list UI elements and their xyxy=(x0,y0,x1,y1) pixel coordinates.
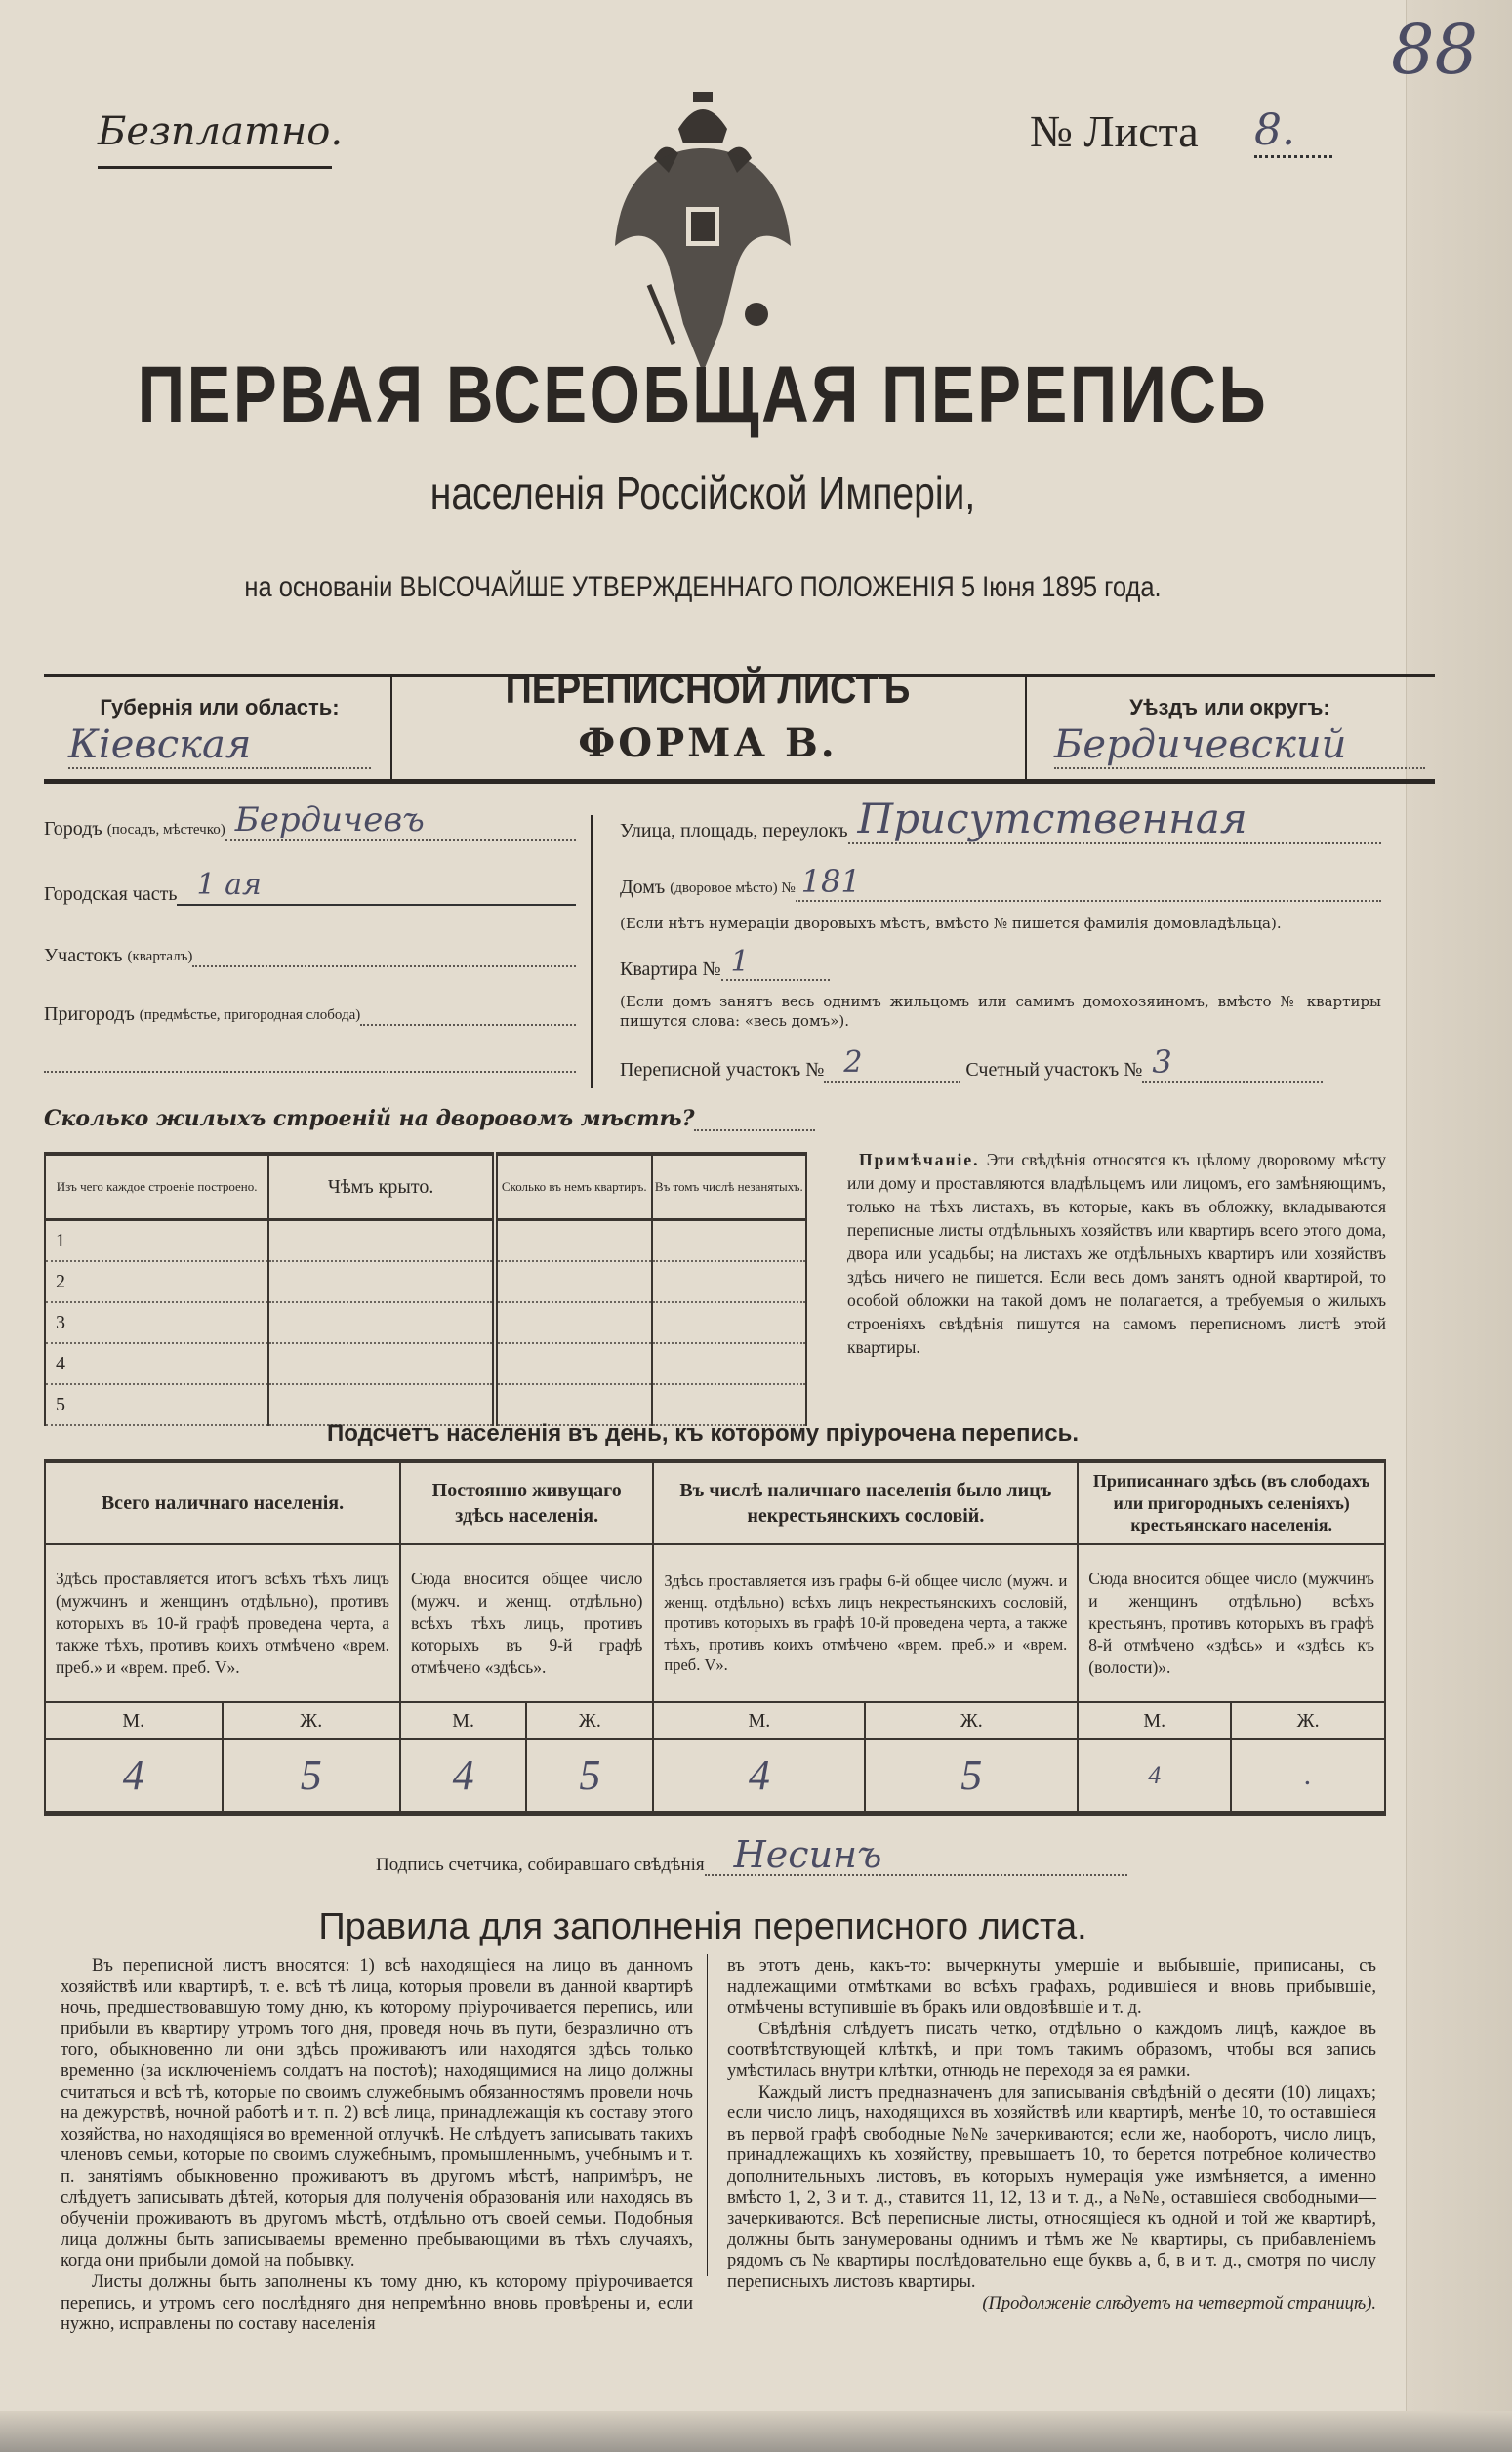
section-row xyxy=(620,1043,1323,1083)
count-section-label: Счетный участокъ № xyxy=(965,1059,1143,1081)
cell[interactable] xyxy=(268,1302,495,1343)
divider xyxy=(591,815,593,1088)
female-header: Ж. xyxy=(1231,1702,1385,1739)
house-value[interactable]: 181 xyxy=(796,863,1381,902)
col-desc-present: Здѣсь проставляется итогъ всѣхъ тѣхъ лицъ (мужчинъ и женщинъ отдѣльно), противъ которыхъ въ 10-й графѣ проведена черта, а также тѣхъ, противъ коихъ отмѣчено «врем. преб.» и «врем. преб. V». xyxy=(45,1544,400,1702)
col-desc-peasant: Сюда вносится общее число (мужчинъ и женщинъ отдѣльно) всѣхъ крестьянъ, противъ которыхъ въ графѣ 8-й отмѣчено «здѣсь» и «здѣсь къ (волости)». xyxy=(1078,1544,1385,1702)
table-row xyxy=(45,1384,806,1425)
form-name: ФОРМА В. xyxy=(578,720,838,766)
census-section-value[interactable]: 2 xyxy=(824,1045,960,1083)
city-row xyxy=(44,800,576,841)
precinct-row xyxy=(44,945,576,967)
cell[interactable] xyxy=(268,1220,495,1262)
suburb-field[interactable] xyxy=(360,1003,576,1026)
apartment-label: Квартира № xyxy=(620,959,721,980)
rules-continued: (Продолженіе слѣдуетъ на четвертой страницѣ). xyxy=(982,2293,1376,2313)
cell[interactable] xyxy=(652,1384,806,1425)
row-number: 4 xyxy=(45,1343,268,1384)
precinct-label: Участокъ xyxy=(44,945,123,966)
buildings-table xyxy=(44,1152,807,1426)
street-label: Улица, площадь, переулокъ xyxy=(620,820,848,841)
page-edge xyxy=(1406,0,1512,2452)
cell[interactable] xyxy=(652,1220,806,1262)
census-section-label: Переписной участокъ № xyxy=(620,1059,825,1081)
rules-paragraph: Каждый листъ предназначенъ для записыванія свѣдѣній о десяти (10) лицахъ; если число лицъ, находящихся въ хозяйствѣ или квартирѣ, менѣе 10, то оставшіеся въ первой графѣ свободные №№ зачеркиваются; если же, наоборотъ, число лицъ, принадлежащихъ къ хозяйству, превышаетъ 10, то берется потребное количество дополнительныхъ листовъ, въ которыхъ нумерація уже измѣняется, а именно вмѣсто 1, 2, 3 и т. д., ставится 11, 12, 13 и т. д., а №№, оставшіеся свободными—зачеркиваются. Всѣ переписные листы, относящіеся къ одной и той же квартирѣ, должны быть занумерованы однимъ и тѣмъ же № квартиры, съ прибавленіемъ рядомъ съ № квартиры послѣдовательно еще буквъ а, б, в и т. д., смотря по числу переписныхъ листовъ квартиры. xyxy=(727,2082,1376,2292)
cell[interactable] xyxy=(268,1261,495,1302)
divider xyxy=(707,1954,708,2276)
divider xyxy=(98,166,332,169)
rules-paragraph: Въ переписной листъ вносятся: 1) всѣ находящіеся на лицо въ данномъ хозяйствѣ или квартирѣ, т. е. всѣ тѣ лица, которыя провели въ данной квартирѣ ночь, предшествовавшую тому дню, къ которому пріурочивается перепись, или прибыли въ квартиру утромъ того дня, проведя ночь въ пути, безразлично отъ того, обыкновенно ли они здѣсь проживаютъ или находятся здѣсь только временно (за исключеніемъ солдатъ на постоѣ); находящимися на лицо должны считаться и всѣ тѣ, которые по своимъ служебнымъ обязанностямъ провели ночь на дежурствѣ, ночной работѣ и т. п. 2) всѣ лица, принадлежащія къ составу этого хозяйства, но находящіяся во временной отлучкѣ. Не слѣдуетъ записывать такихъ членовъ семьи, которые по своимъ служебнымъ, промышленнымъ, учебнымъ и т. п. занятіямъ обыкновенно проживаютъ въ другомъ мѣстѣ, напримѣръ, не слѣдуетъ записывать дѣтей, которыя для полученія образованія или находясь въ обученіи проживаютъ въ другомъ мѣстѣ, отдѣльно отъ своей семьи. Подобныя лица должны быть записываемы временно пребывающими въ тѣхъ случаяхъ, когда они прибыли домой на побывку. xyxy=(61,1956,693,2271)
cell[interactable] xyxy=(268,1343,495,1384)
box-bottom-rule xyxy=(44,779,1435,784)
col-vacant: Въ томъ числѣ незанятыхъ. xyxy=(652,1154,806,1220)
city-note: (посадъ, мѣстечко) xyxy=(106,822,225,838)
district-value: Бердичевский xyxy=(1054,722,1425,769)
note-label: Примѣчаніе. xyxy=(859,1150,980,1169)
peasant-male-value[interactable]: 4 xyxy=(1078,1739,1231,1814)
apartment-row xyxy=(620,945,830,981)
buildings-note xyxy=(847,1148,1386,1359)
col-title-peasant: Приписаннаго здѣсь (въ слободахъ или пригородныхъ селеніяхъ) крестьянскаго населенія. xyxy=(1078,1461,1385,1544)
col-apartments: Сколько въ немъ квартиръ. xyxy=(495,1154,652,1220)
non-peasant-female-value[interactable]: 5 xyxy=(865,1739,1078,1814)
table-row xyxy=(45,1261,806,1302)
col-title-present: Всего наличнаго населенія. xyxy=(45,1461,400,1544)
table-row xyxy=(45,1302,806,1343)
col-title-permanent: Постоянно живущаго здѣсь населенія. xyxy=(400,1461,653,1544)
signature-label: Подпись счетчика, собиравшаго свѣдѣнія xyxy=(376,1855,705,1875)
province-label: Губернія или область: xyxy=(100,695,340,719)
sheet-number-value: 8. xyxy=(1254,105,1332,158)
rules-left-column xyxy=(61,1956,693,2336)
table-row xyxy=(45,1220,806,1262)
cell[interactable] xyxy=(495,1343,652,1384)
female-header: Ж. xyxy=(526,1702,653,1739)
present-male-value[interactable]: 4 xyxy=(45,1739,223,1814)
rules-paragraph: Свѣдѣнія слѣдуетъ писать четко, отдѣльно о каждомъ лицѣ, каждое въ соотвѣтствующей клѣткѣ, и при томъ такимъ образомъ, чтобы вся запись умѣстилась внутри клѣтки, отнюдь не переходя за ея рамки. xyxy=(727,2019,1376,2081)
population-heading: Подсчетъ населенія въ день, къ которому пріурочена перепись. xyxy=(327,1420,1079,1447)
page-bottom-shadow xyxy=(0,2411,1512,2452)
house-note: (дворовое мѣсто) № xyxy=(670,880,796,896)
present-female-value[interactable]: 5 xyxy=(223,1739,400,1814)
cell[interactable] xyxy=(652,1261,806,1302)
female-header: Ж. xyxy=(223,1702,400,1739)
row-number: 3 xyxy=(45,1302,268,1343)
count-section-value[interactable]: 3 xyxy=(1142,1043,1323,1083)
city-part-row xyxy=(44,868,576,906)
male-header: М. xyxy=(653,1702,865,1739)
house-row xyxy=(620,863,1381,902)
archive-number: 88 xyxy=(1391,10,1479,90)
non-peasant-male-value[interactable]: 4 xyxy=(653,1739,865,1814)
cell[interactable] xyxy=(652,1302,806,1343)
col-desc-non-peasant: Здѣсь проставляется изъ графы 6-й общее число (мужч. и женщ. отдѣльно) всѣхъ лицъ некрестьянскихъ сословій, противъ которыхъ въ графѣ 10-й проведена черта, а также тѣхъ, противъ коихъ отмѣчено «врем. преб.» и «врем. преб. V». xyxy=(653,1544,1078,1702)
main-title: ПЕРВАЯ ВСЕОБЩАЯ ПЕРЕПИСЬ xyxy=(137,350,1269,439)
city-value[interactable]: Бердичевъ xyxy=(225,800,576,841)
house-hint: (Если нѣтъ нумераціи дворовыхъ мѣстъ, вмѣсто № пишется фамилія домовладѣльца). xyxy=(620,915,1282,932)
cell[interactable] xyxy=(495,1384,652,1425)
col-material: Изъ чего каждое строеніе построено. xyxy=(45,1154,268,1220)
province-value: Кіевская xyxy=(68,722,371,769)
col-desc-permanent: Сюда вносится общее число (мужч. и женщ. отдѣльно) всѣхъ тѣхъ лицъ, противъ которыхъ въ 9-й графѣ отмѣчено «здѣсь». xyxy=(400,1544,653,1702)
col-title-non-peasant: Въ числѣ наличнаго населенія было лицъ некрестьянскихъ сословій. xyxy=(653,1461,1078,1544)
cell[interactable] xyxy=(495,1302,652,1343)
street-row xyxy=(620,795,1381,844)
city-part-value[interactable]: 1 ая xyxy=(177,868,576,906)
permanent-male-value[interactable]: 4 xyxy=(400,1739,526,1814)
free-label: Безплатно. xyxy=(98,109,344,154)
divider xyxy=(1025,674,1027,781)
row-number: 1 xyxy=(45,1220,268,1262)
suburb-field-extra[interactable] xyxy=(44,1069,576,1073)
city-label: Городъ xyxy=(44,818,102,839)
male-header: М. xyxy=(1078,1702,1231,1739)
rules-right-column xyxy=(727,1956,1376,2314)
suburb-row xyxy=(44,1003,576,1026)
peasant-female-value[interactable]: . xyxy=(1231,1739,1385,1814)
precinct-field[interactable] xyxy=(192,945,576,967)
apartment-hint: (Если домъ занятъ весь однимъ жильцомъ или самимъ домохозяиномъ, вмѣсто № квартиры пишутся слова: «весь домъ»). xyxy=(620,993,1381,1030)
city-part-label: Городская часть xyxy=(44,883,178,905)
form-title: ПЕРЕПИСНОЙ ЛИСТЪ xyxy=(505,666,911,712)
apartment-value[interactable]: 1 xyxy=(721,945,830,981)
buildings-question: Сколько жилыхъ строеній на дворовомъ мѣстѣ? xyxy=(44,1106,695,1131)
suburb-note: (предмѣстье, пригородная слобода) xyxy=(139,1007,361,1023)
row-number: 5 xyxy=(45,1384,268,1425)
buildings-question-row xyxy=(44,1106,815,1131)
cell[interactable] xyxy=(652,1343,806,1384)
street-value[interactable]: Присутственная xyxy=(848,795,1381,844)
signature-value[interactable]: Несинъ xyxy=(705,1835,1127,1876)
male-header: М. xyxy=(400,1702,526,1739)
precinct-note: (кварталъ) xyxy=(127,949,193,964)
permanent-female-value[interactable]: 5 xyxy=(526,1739,653,1814)
basis-line: на основаніи ВЫСОЧАЙШЕ УТВЕРЖДЕННАГО ПОЛОЖЕНІЯ 5 Іюня 1895 года. xyxy=(244,571,1162,603)
sheet-number-label: № Листа xyxy=(1030,106,1199,156)
house-label: Домъ xyxy=(620,877,666,898)
rules-paragraph: Листы должны быть заполнены къ тому дню, къ которому пріурочивается перепись, и утромъ сего послѣдняго дня непремѣнно вновь провѣрены и, если нужно, исправлены по составу населенія xyxy=(61,2271,693,2335)
imperial-eagle-emblem xyxy=(600,90,805,383)
cell[interactable] xyxy=(495,1220,652,1262)
male-header: М. xyxy=(45,1702,223,1739)
population-table xyxy=(44,1459,1386,1816)
buildings-count-field[interactable] xyxy=(694,1106,815,1131)
col-roof: Чѣмъ крыто. xyxy=(268,1154,495,1220)
cell[interactable] xyxy=(268,1384,495,1425)
row-number: 2 xyxy=(45,1261,268,1302)
cell[interactable] xyxy=(495,1261,652,1302)
subtitle: населенія Россійской Имперіи, xyxy=(429,468,976,518)
table-row xyxy=(45,1343,806,1384)
district-label: Уѣздъ или округъ: xyxy=(1129,695,1330,719)
rules-heading: Правила для заполненія переписного листа. xyxy=(318,1906,1087,1947)
signature-row xyxy=(376,1833,1127,1876)
female-header: Ж. xyxy=(865,1702,1078,1739)
rules-paragraph: въ этотъ день, какъ-то: вычеркнуты умершіе и выбывшіе, приписаны, съ надлежащими отмѣтками во всѣхъ графахъ, родившіеся и вновь прибывшіе, отмѣчены вступившіе въ бракъ или овдовѣвшіе и т. д. xyxy=(727,1956,1376,2019)
suburb-label: Пригородъ xyxy=(44,1003,135,1025)
note-text: Эти свѣдѣнія относятся къ цѣлому дворовому мѣсту или дому и проставляются владѣльцемъ или лицомъ, его замѣняющимъ, только на тѣхъ листахъ, въ которые, какъ въ обложку, вкладываются переписные листы отдѣльныхъ хозяйствъ или квартиръ всего этого дома, двора или усадьбы; на листахъ же отдѣльныхъ квартиръ или хозяйствъ здѣсь ничего не пишется. Если весь домъ занятъ одной квартирой, то особой обложки на такой домъ не полагается, а требуемыя о жилыхъ строеніяхъ свѣдѣнія пишутся на самомъ переписномъ листѣ этой квартиры. xyxy=(847,1150,1387,1357)
